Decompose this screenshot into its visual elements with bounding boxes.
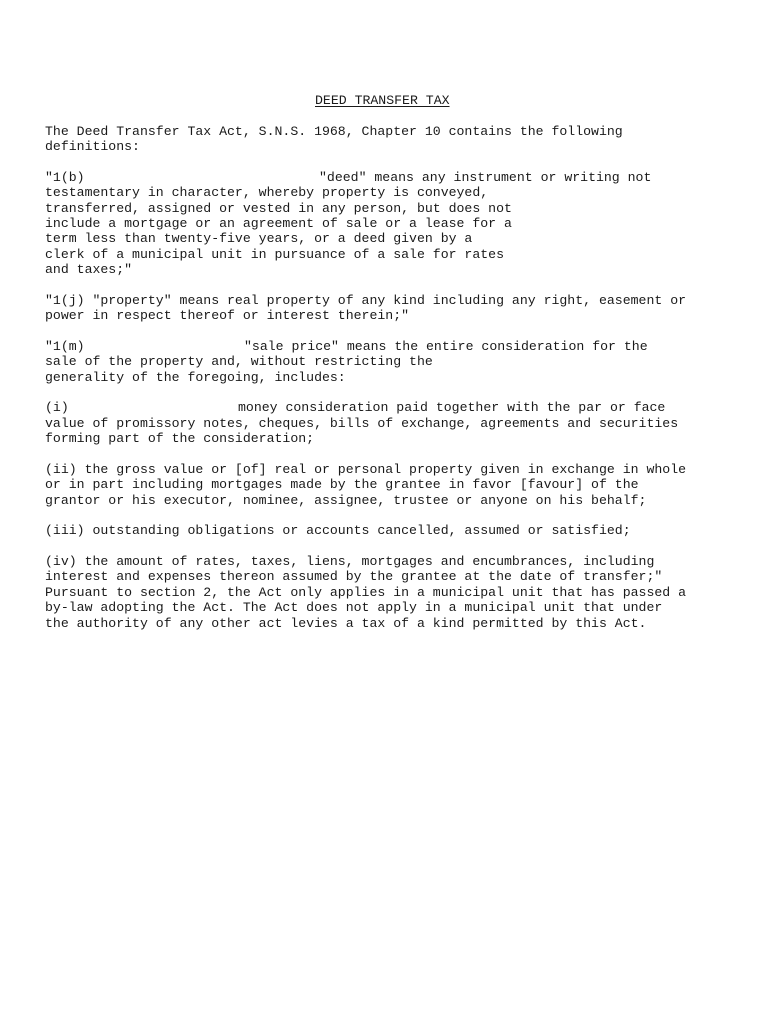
intro-line: definitions: [45,139,140,154]
def-property-line: power in respect thereof or interest therein;" [45,308,410,323]
def-sale-price-line: sale of the property and, without restricting the [45,354,433,369]
def-sale-price-line: generality of the foregoing, includes: [45,370,346,385]
def-deed-first-line: "deed" means any instrument or writing not [319,170,652,185]
def-sale-price-label: "1(m) [45,339,85,354]
item-ii-line: (ii) the gross value or [of] real or personal property given in exchange in whole [45,462,687,477]
closing-line: Pursuant to section 2, the Act only applies in a municipal unit that has passed a [45,585,687,600]
item-i-line: value of promissory notes, cheques, bills of exchange, agreements and securities [45,416,679,431]
def-deed-line: term less than twenty-five years, or a deed given by a [45,231,473,246]
item-ii-line: or in part including mortgages made by the grantee in favor [favour] of the [45,477,639,492]
def-deed-line: clerk of a municipal unit in pursuance of a sale for rates [45,247,504,262]
item-i-label: (i) [45,400,69,415]
def-property-line: "1(j) "property" means real property of any kind including any right, easement or [45,293,687,308]
def-deed-line: transferred, assigned or vested in any person, but does not [45,201,512,216]
closing-line: by-law adopting the Act. The Act does not apply in a municipal unit that under [45,600,663,615]
def-sale-price-first-line: "sale price" means the entire consideration for the [244,339,648,354]
item-i-first-line: money consideration paid together with the par or face [238,400,666,415]
document-title: DEED TRANSFER TAX [315,93,450,108]
def-deed-line: testamentary in character, whereby property is conveyed, [45,185,489,200]
item-iv-line: interest and expenses thereon assumed by the grantee at the date of transfer;" [45,569,663,584]
intro-line: The Deed Transfer Tax Act, S.N.S. 1968, Chapter 10 contains the following [45,124,623,139]
item-iii-line: (iii) outstanding obligations or accounts cancelled, assumed or satisfied; [45,523,631,538]
def-deed-line: include a mortgage or an agreement of sale or a lease for a [45,216,512,231]
item-i-line: forming part of the consideration; [45,431,315,446]
item-iv-line: (iv) the amount of rates, taxes, liens, mortgages and encumbrances, including [45,554,655,569]
item-ii-line: grantor or his executor, nominee, assignee, trustee or anyone on his behalf; [45,493,647,508]
closing-line: the authority of any other act levies a tax of a kind permitted by this Act. [45,616,647,631]
def-deed-line: and taxes;" [45,262,133,277]
def-deed-label: "1(b) [45,170,85,185]
